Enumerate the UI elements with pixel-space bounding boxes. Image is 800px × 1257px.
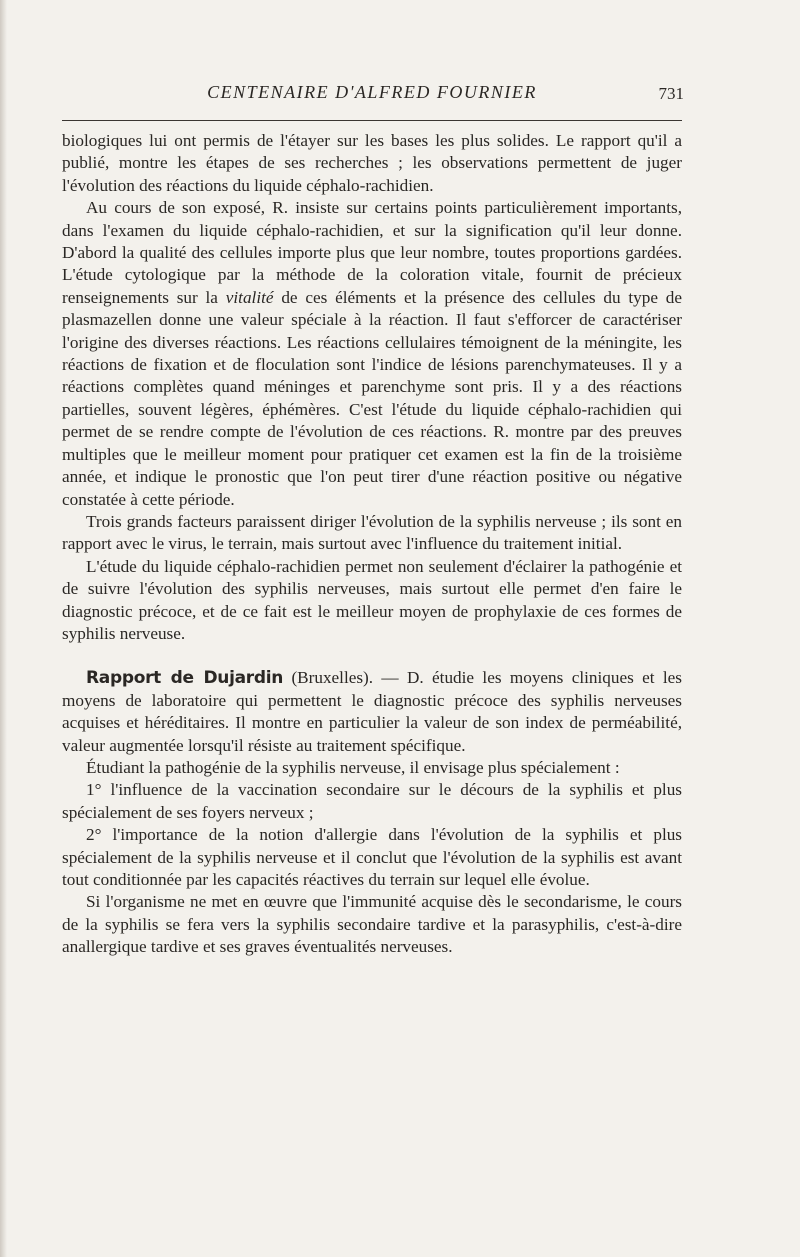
dujardin-section <box>62 667 682 958</box>
header-rule <box>62 120 682 121</box>
paragraph-2-rest: de ces éléments et la présence des cellules du type de plasmazellen donne une valeur spéciale à la réaction. Il faut s'efforcer de caractériser l'origine des diverses réactions. Les réactions cellulaires témoignent de la méningite, les réactions de fixation et de floculation sont l'indice de lésions parenchymateuses. Il y a réactions complètes quand méninges et parenchyme sont pris. Il y a des réactions partielles, souvent légères, éphémères. C'est l'étude du liquide céphalo-rachidien qui permet de se rendre compte de l'évolution de ces réactions. R. montre par des preuves multiples que le meilleur moment pour pratiquer cet examen est la fin de la troisième année, et indique le pronostic que l'on peut tirer d'une réaction positive ou négative constatée à cette période. <box>62 287 682 509</box>
section-intro-text: (Bruxelles). — D. étudie les moyens cliniques et les moyens de laboratoire qui permettent le diagnostic précoce des syphilis nerveuses acquises et héréditaires. Il montre en particulier la valeur de son index de perméabilité, valeur augmentée lorsqu'il résiste au traitement spécifique. <box>62 668 682 755</box>
paragraph-3: Trois grands facteurs paraissent diriger l'évolution de la syphilis nerveuse ; ils sont en rapport avec le virus, le terrain, mais surtout avec l'influence du traitement initial. <box>62 511 682 554</box>
running-header <box>62 78 682 112</box>
section-intro <box>62 667 682 757</box>
section-paragraph-2: 1° l'influence de la vaccination secondaire sur le décours de la syphilis et plus spécialement de ses foyers nerveux ; <box>62 780 682 822</box>
paragraph-2 <box>62 197 682 511</box>
paragraph-2-start: Au cours de son exposé, R. insiste sur certains points particulièrement importants, dans l'examen du liquide céphalo-rachidien, et sur la signification qu'il leur donne. D'abord la qualité des cellules importe plus que leur nombre, toutes proportions gardées. L'étude cytologique par la méthode de la coloration vitale, fournit de précieux renseignements sur la <box>62 198 682 307</box>
section-paragraph-3: 2° l'importance de la notion d'allergie dans l'évolution de la syphilis et plus spécialement de la syphilis nerveuse et il conclut que l'évolution de la syphilis est avant tout conditionnée par les capacités réactives du terrain sur lequel elle évolue. <box>62 825 682 889</box>
page-edge-shadow <box>0 0 7 1257</box>
paragraph-1: biologiques lui ont permis de l'étayer sur les bases les plus solides. Le rapport qu'il a publié, montre les étapes de ses recherches ; les observations permettent de juger l'évolution des réactions du liquide céphalo-rachidien. <box>62 131 682 195</box>
body-text <box>62 130 682 959</box>
book-page <box>62 78 684 957</box>
section-paragraph-1: Étudiant la pathogénie de la syphilis nerveuse, il envisage plus spécialement : <box>86 757 620 777</box>
header-title: CENTENAIRE D'ALFRED FOURNIER <box>207 82 537 102</box>
page-number: 731 <box>658 84 684 103</box>
emphasis-vitalite: vitalité <box>225 287 274 307</box>
section-title: Rapport de Dujardin <box>86 668 284 689</box>
section-paragraph-4: Si l'organisme ne met en œuvre que l'immunité acquise dès le secondarisme, le cours de la syphilis se fera vers la syphilis secondaire tardive et la parasyphilis, c'est-à-dire anallergique tardive et ses graves éventualités nerveuses. <box>62 892 682 957</box>
paragraph-4: L'étude du liquide céphalo-rachidien permet non seulement d'éclairer la pathogénie et de suivre l'évolution des syphilis nerveuses, mais surtout elle permet d'en faire le diagnostic précoce, et de ce fait est le meilleur moyen de prophylaxie de ces formes de syphilis nerveuse. <box>62 556 682 643</box>
